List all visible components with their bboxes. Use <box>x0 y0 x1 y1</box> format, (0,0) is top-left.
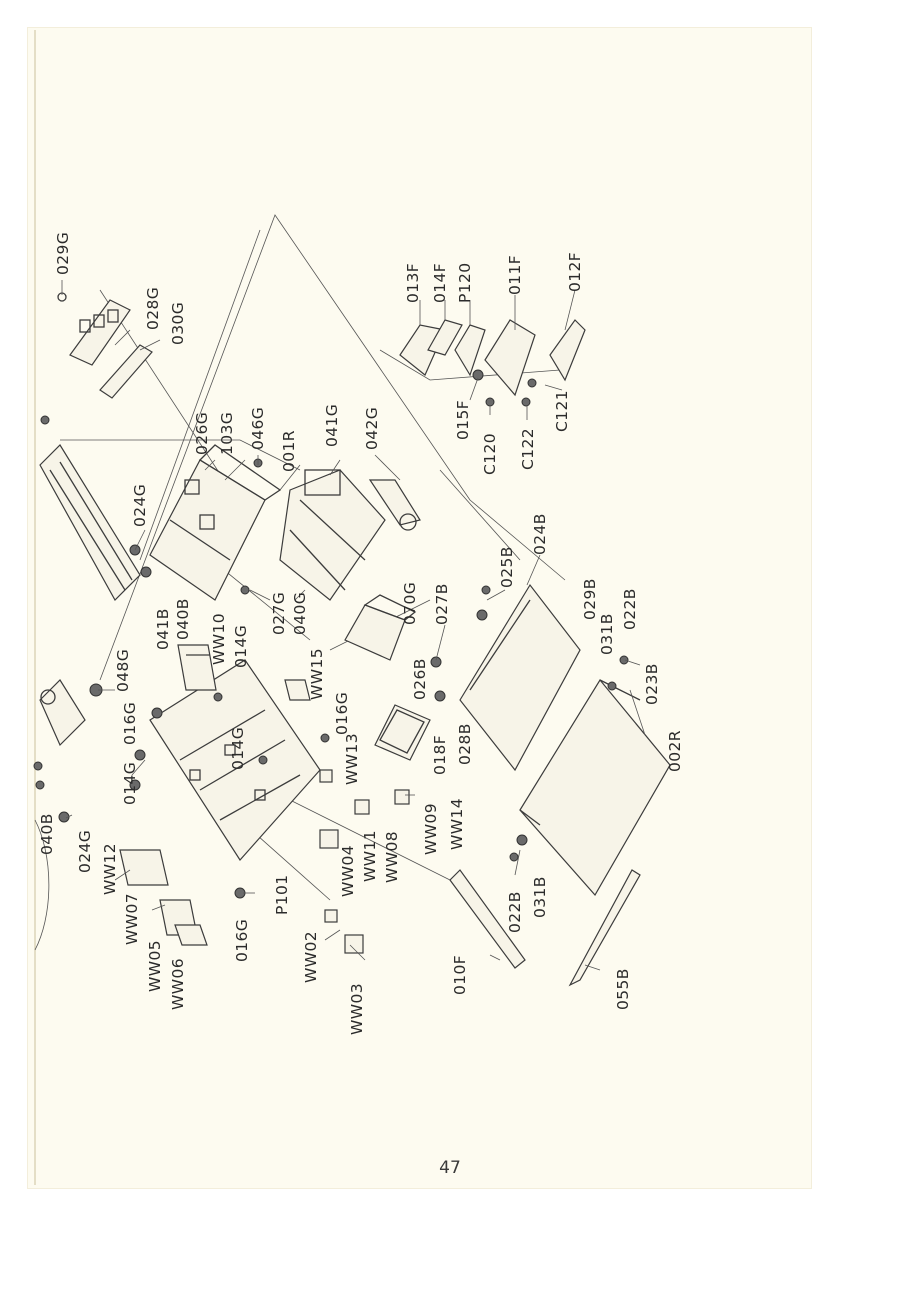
label-022B-right: 022B <box>621 588 639 630</box>
transformer-041G <box>280 470 420 600</box>
label-WW13: WW13 <box>343 733 361 785</box>
label-070G: 070G <box>401 581 419 625</box>
label-C120: C120 <box>481 432 499 475</box>
label-016G-right: 016G <box>333 691 351 735</box>
label-040G: 040G <box>291 591 309 635</box>
label-026G: 026G <box>193 411 211 455</box>
label-WW02: WW02 <box>302 931 320 983</box>
plate-029B <box>431 585 580 770</box>
label-030G: 030G <box>169 301 187 345</box>
label-C122: C122 <box>519 427 537 470</box>
label-010F: 010F <box>451 954 469 995</box>
label-040B-lower: 040B <box>38 813 56 855</box>
label-015F: 015F <box>454 399 472 440</box>
label-046G: 046G <box>249 406 267 450</box>
label-041B: 041B <box>154 608 172 650</box>
label-023B: 023B <box>643 663 661 705</box>
label-001R: 001R <box>280 430 298 472</box>
label-040B-upper: 040B <box>174 598 192 640</box>
label-025B: 025B <box>498 546 516 588</box>
label-013F: 013F <box>404 262 422 303</box>
label-WW04: WW04 <box>339 845 357 897</box>
label-029G: 029G <box>54 231 72 275</box>
label-024B: 024B <box>531 513 549 555</box>
label-WW08: WW08 <box>383 831 401 883</box>
top-bracket <box>58 293 152 398</box>
label-WW03: WW03 <box>348 983 366 1035</box>
box-018F <box>375 705 430 760</box>
label-WW11: WW11 <box>361 830 379 882</box>
label-014G-left: 014G <box>121 761 139 805</box>
label-016G-lower: 016G <box>233 918 251 962</box>
label-002R: 002R <box>666 730 684 772</box>
label-041G: 041G <box>323 403 341 447</box>
label-011F: 011F <box>506 254 524 295</box>
label-029B: 029B <box>581 578 599 620</box>
label-042G: 042G <box>363 406 381 450</box>
label-WW12: WW12 <box>101 843 119 895</box>
label-027G: 027G <box>270 591 288 635</box>
label-C121: C121 <box>553 389 571 432</box>
label-P120: P120 <box>456 262 474 303</box>
label-028G: 028G <box>144 286 162 330</box>
label-WW06: WW06 <box>169 958 187 1010</box>
label-024G-top: 024G <box>131 483 149 527</box>
label-WW07: WW07 <box>123 893 141 945</box>
label-018F: 018F <box>431 734 449 775</box>
label-P101: P101 <box>273 874 291 915</box>
label-WW09: WW09 <box>422 803 440 855</box>
label-WW05: WW05 <box>146 940 164 992</box>
label-WW10: WW10 <box>210 613 228 665</box>
label-022B-left: 022B <box>506 891 524 933</box>
label-014F: 014F <box>431 262 449 303</box>
label-031B-left: 031B <box>531 876 549 918</box>
label-014G-center: 014G <box>229 726 247 770</box>
label-027B: 027B <box>433 583 451 625</box>
label-028B: 028B <box>456 723 474 765</box>
label-012F: 012F <box>566 251 584 292</box>
label-WW14: WW14 <box>448 798 466 850</box>
label-026B: 026B <box>411 658 429 700</box>
chassis-001R <box>150 445 280 600</box>
label-103G: 103G <box>218 411 236 455</box>
page-number: 47 <box>439 1158 461 1178</box>
label-024G-lower: 024G <box>76 829 94 873</box>
label-048G: 048G <box>114 648 132 692</box>
label-016G-mid: 016G <box>121 701 139 745</box>
label-014G-upper: 014G <box>232 624 250 668</box>
label-055B: 055B <box>614 968 632 1010</box>
label-031B-right: 031B <box>598 613 616 655</box>
label-WW15: WW15 <box>308 648 326 700</box>
